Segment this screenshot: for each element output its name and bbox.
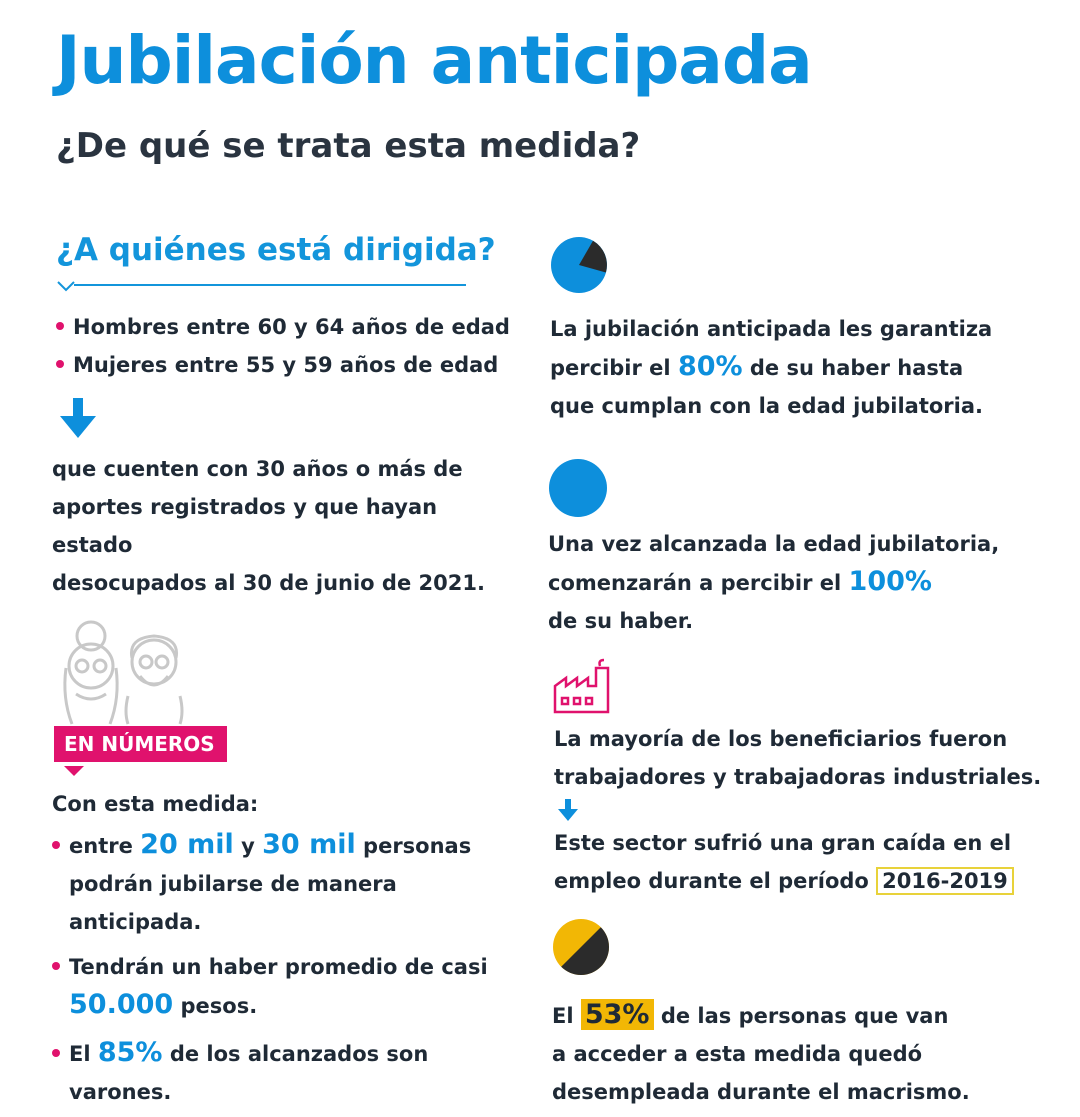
heading-underline <box>56 276 468 298</box>
section-heading-target: ¿A quiénes está dirigida? <box>56 232 496 268</box>
down-arrow-icon <box>58 396 98 440</box>
pie-53-icon <box>552 918 610 976</box>
stat-value-min: 20 mil <box>140 829 234 860</box>
stat-value-average: 50.000 <box>69 989 174 1020</box>
elderly-couple-icon <box>58 618 188 728</box>
target-condition: que cuenten con 30 años o más de aportes registrados y que hayan estado desocupados al 30 de junio de 2021. <box>52 457 485 595</box>
target-list <box>56 308 510 384</box>
factory-icon <box>552 658 614 714</box>
section-tag-numbers: EN NÚMEROS <box>54 726 227 762</box>
small-down-arrow-icon <box>557 798 579 822</box>
block-employment-drop: Este sector sufrió una gran caída en el empleo durante el período 2016-2019 <box>554 824 1054 900</box>
block-80-percent: La jubilación anticipada les garantiza percibir el 80% de su haber hasta que cumplan con la edad jubilatoria. <box>550 317 993 418</box>
block-industrial: La mayoría de los beneficiarios fueron trabajadores y trabajadoras industriales. <box>554 727 1042 789</box>
value-53: 53% <box>581 999 654 1030</box>
stat-average: Tendrán un haber promedio de casi 50.000 pesos. <box>52 948 522 1025</box>
pie-80-icon <box>550 236 608 294</box>
tag-notch <box>64 766 84 776</box>
full-circle-icon <box>548 458 608 518</box>
page-title: Jubilación anticipada <box>56 22 812 99</box>
stat-people: entre 20 mil y 30 mil personas podrán jubilarse de manera anticipada. <box>52 826 522 941</box>
list-item: Hombres entre 60 y 64 años de edad <box>56 308 510 346</box>
value-100: 100% <box>848 566 932 597</box>
page-subtitle: ¿De qué se trata esta medida? <box>56 126 641 166</box>
block-53-percent: El 53% de las personas que van a acceder a esta medida quedó desempleada durante el macrismo. <box>552 999 970 1104</box>
period-highlight: 2016-2019 <box>876 867 1014 895</box>
stat-value-men: 85% <box>97 1037 163 1068</box>
stat-value-max: 30 mil <box>262 829 356 860</box>
list-item: Mujeres entre 55 y 59 años de edad <box>56 346 510 384</box>
block-100-percent: Una vez alcanzada la edad jubilatoria, comenzarán a percibir el 100% de su haber. <box>548 532 1000 633</box>
value-80: 80% <box>677 351 743 382</box>
numbers-intro: Con esta medida: <box>52 792 259 816</box>
stat-men: El 85% de los alcanzados son varones. <box>52 1034 522 1111</box>
